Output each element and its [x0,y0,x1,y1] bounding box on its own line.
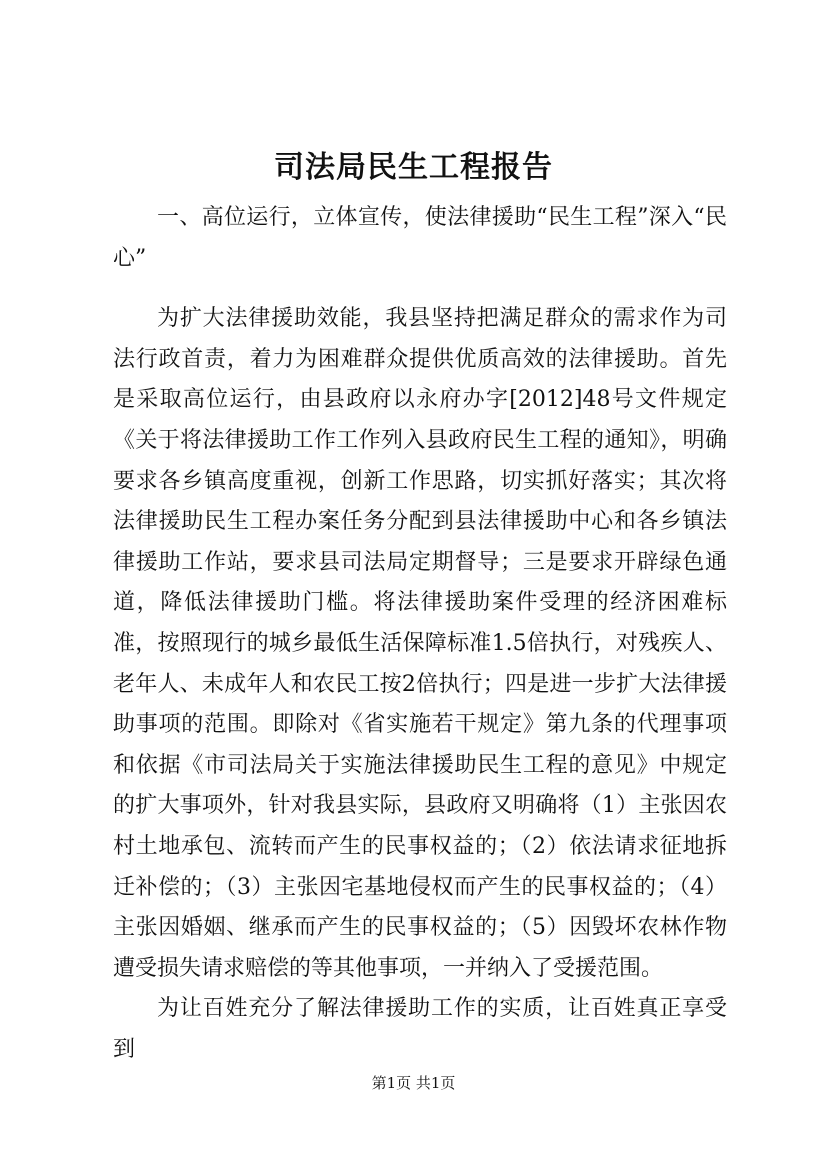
body-paragraph: 为让百姓充分了解法律援助工作的实质，让百姓真正享受到 [113,996,727,1062]
body-paragraph: 为扩大法律援助效能，我县坚持把满足群众的需求作为司法行政首责，着力为困难群众提供优质高效的法律援助。首先是采取高位运行，由县政府以永府办字[2012]48号文件规定《关于将法律援助工作工作列入县政府民生工程的通知》，明确要求各乡镇高度重视，创新工作思路，切实抓好落实；其次将法律援助民生工程办案任务分配到县法律援助中心和各乡镇法律援助工作站，要求县司法局定期督导；三是要求开辟绿色通道，降低法律援助门槛。将法律援助案件受理的经济困难标准，按照现行的城乡最低生活保障标准1.5倍执行，对残疾人、老年人、未成年人和农民工按2倍执行；四是进一步扩大法律援助事项的范围。即除对《省实施若干规定》第九条的代理事项和依据《市司法局关于实施法律援助民生工程的意见》中规定的扩大事项外，针对我县实际，县政府又明确将（1）主张因农村土地承包、流转而产生的民事权益的；（2）依法请求征地拆迁补偿的；（3）主张因宅基地侵权而产生的民事权益的；（4）主张因婚姻、继承而产生的民事权益的；（5）因毁坏农林作物遭受损失请求赔偿的等其他事项，一并纳入了受援范围。 [113,306,727,981]
document-body [113,198,727,1070]
section-heading: 一、高位运行，立体宣传，使法律援助“民生工程”深入“民心” [113,205,727,271]
document-title: 司法局民生工程报告 [274,150,553,185]
page-footer: 第1页 共1页 [371,1074,456,1092]
